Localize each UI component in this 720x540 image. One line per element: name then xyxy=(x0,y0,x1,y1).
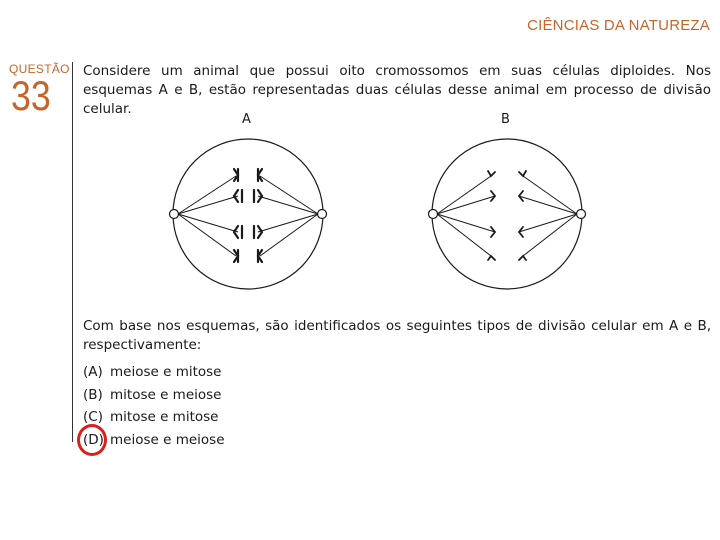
cell-a-label: A xyxy=(242,112,251,127)
section-title: CIÊNCIAS DA NATUREZA xyxy=(527,17,710,34)
alternative-letter: (D) xyxy=(83,432,104,448)
alternative-b[interactable] xyxy=(83,386,222,405)
question-number: 33 xyxy=(11,72,51,119)
cell-b-label: B xyxy=(501,112,510,127)
question-followup: Com base nos esquemas, são identificados os seguintes tipos de divisão celular em A e B, respectivamente: xyxy=(83,318,711,353)
question-stem: Considere um animal que possui oito cromossomos em suas células diploides. Nos esquemas A e B, estão representadas duas células desse animal em processo de divisão celular. xyxy=(83,63,711,117)
alternative-c[interactable] xyxy=(83,408,218,427)
alternative-text: mitose e meiose xyxy=(110,387,222,403)
alternative-letter: (B) xyxy=(83,387,103,403)
alternative-letter: (A) xyxy=(83,364,103,380)
alternative-text: meiose e mitose xyxy=(110,364,222,380)
question-label: QUESTÃO xyxy=(9,62,70,76)
cell-a xyxy=(170,112,327,289)
cell-b xyxy=(429,112,586,289)
answer-circle-mark xyxy=(77,424,107,456)
alternative-letter: (C) xyxy=(83,409,103,425)
alternative-text: mitose e mitose xyxy=(110,409,219,425)
cell-division-diagram xyxy=(150,106,600,306)
alternative-text: meiose e meiose xyxy=(110,432,225,448)
alternative-a[interactable] xyxy=(83,363,222,382)
vertical-divider xyxy=(72,62,73,442)
